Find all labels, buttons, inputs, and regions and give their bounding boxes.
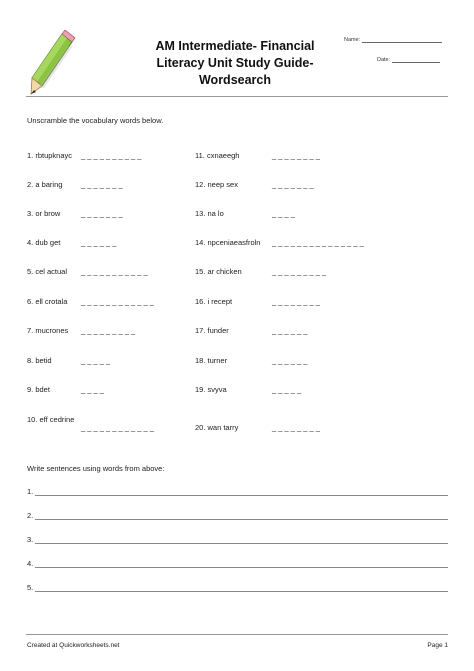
- answer-blanks[interactable]: _ _ _ _ _ _ _ _ _: [81, 326, 136, 335]
- header-divider: [26, 96, 448, 97]
- answer-blanks[interactable]: _ _ _ _ _ _ _ _ _: [272, 267, 327, 276]
- answer-blanks[interactable]: _ _ _ _ _ _: [272, 326, 308, 335]
- word-item: 12. neep sex: [195, 180, 238, 189]
- word-item: 16. i recept: [195, 297, 233, 306]
- answer-blanks[interactable]: _ _ _ _: [272, 209, 295, 218]
- word-item: 14. npceniaeasfroln: [195, 238, 261, 247]
- page-title: [140, 38, 330, 89]
- answer-blanks[interactable]: _ _ _ _: [81, 385, 104, 394]
- word-item: 20. wan tarry: [195, 423, 239, 432]
- answer-blanks[interactable]: _ _ _ _ _ _: [272, 356, 308, 365]
- word-item: 5. cel actual: [27, 267, 68, 276]
- name-field[interactable]: [344, 36, 442, 43]
- title-line: Wordsearch: [198, 73, 271, 87]
- word-item: 11. cxnaeegh: [195, 151, 240, 160]
- footer-credit: Created at Quickworksheets.net: [27, 642, 120, 649]
- answer-blanks[interactable]: _ _ _ _ _ _ _ _: [272, 423, 320, 432]
- answer-blanks[interactable]: _ _ _ _ _ _ _ _ _ _: [81, 151, 142, 160]
- answer-blanks[interactable]: _ _ _ _ _ _ _ _ _ _ _ _ _ _ _: [272, 238, 364, 247]
- title-line: AM Intermediate- Financial: [155, 39, 315, 53]
- answer-blanks[interactable]: _ _ _ _ _: [81, 356, 111, 365]
- pencil-icon: [28, 30, 78, 96]
- answer-blanks[interactable]: _ _ _ _ _ _ _ _ _ _ _: [81, 267, 148, 276]
- writing-line[interactable]: [35, 543, 448, 544]
- sentence-number: 4.: [27, 559, 34, 568]
- word-item: 1. rbtupknayc: [27, 151, 73, 160]
- footer-divider: [26, 634, 448, 635]
- answer-blanks[interactable]: _ _ _ _ _ _ _ _: [272, 151, 320, 160]
- unscramble-instructions: Unscramble the vocabulary words below.: [27, 116, 164, 125]
- word-item: 8. betid: [27, 356, 52, 365]
- word-item: 15. ar chicken: [195, 267, 242, 276]
- writing-line[interactable]: [35, 591, 448, 592]
- answer-blanks[interactable]: _ _ _ _ _ _ _ _ _ _ _ _: [81, 423, 154, 432]
- sentence-number: 3.: [27, 535, 34, 544]
- word-item: 6. ell crotala: [27, 297, 68, 306]
- word-item: 19. svyva: [195, 385, 227, 394]
- word-item: 10. eff cedrine: [27, 415, 75, 424]
- answer-blanks[interactable]: _ _ _ _ _: [272, 385, 302, 394]
- date-line[interactable]: [392, 56, 440, 63]
- name-line[interactable]: [362, 36, 442, 43]
- answer-blanks[interactable]: _ _ _ _ _ _: [81, 238, 117, 247]
- answer-blanks[interactable]: _ _ _ _ _ _ _: [81, 209, 123, 218]
- date-label: Date:: [377, 57, 391, 63]
- writing-line[interactable]: [35, 567, 448, 568]
- writing-line[interactable]: [35, 519, 448, 520]
- word-item: 3. or brow: [27, 209, 61, 218]
- word-item: 17. funder: [195, 326, 229, 335]
- sentence-number: 5.: [27, 583, 34, 592]
- sentence-line[interactable]: [27, 583, 448, 595]
- sentence-number: 2.: [27, 511, 34, 520]
- answer-blanks[interactable]: _ _ _ _ _ _ _: [272, 180, 314, 189]
- writing-line[interactable]: [35, 495, 448, 496]
- word-item: 2. a baring: [27, 180, 63, 189]
- page-number: Page 1: [427, 642, 448, 649]
- sentences-instructions: Write sentences using words from above:: [27, 464, 165, 473]
- sentence-line[interactable]: [27, 511, 448, 523]
- word-item: 13. na lo: [195, 209, 224, 218]
- sentence-number: 1.: [27, 487, 34, 496]
- answer-blanks[interactable]: _ _ _ _ _ _ _: [81, 180, 123, 189]
- word-item: 18. turner: [195, 356, 228, 365]
- word-item: 7. mucrones: [27, 326, 69, 335]
- answer-blanks[interactable]: _ _ _ _ _ _ _ _ _ _ _ _: [81, 297, 154, 306]
- word-item: 4. dub get: [27, 238, 61, 247]
- word-item: 9. bdet: [27, 385, 50, 394]
- sentence-line[interactable]: [27, 559, 448, 571]
- title-line: Literacy Unit Study Guide-: [156, 56, 314, 70]
- date-field[interactable]: [377, 56, 440, 63]
- answer-blanks[interactable]: _ _ _ _ _ _ _ _: [272, 297, 320, 306]
- sentence-line[interactable]: [27, 487, 448, 499]
- sentence-line[interactable]: [27, 535, 448, 547]
- name-label: Name:: [344, 37, 361, 43]
